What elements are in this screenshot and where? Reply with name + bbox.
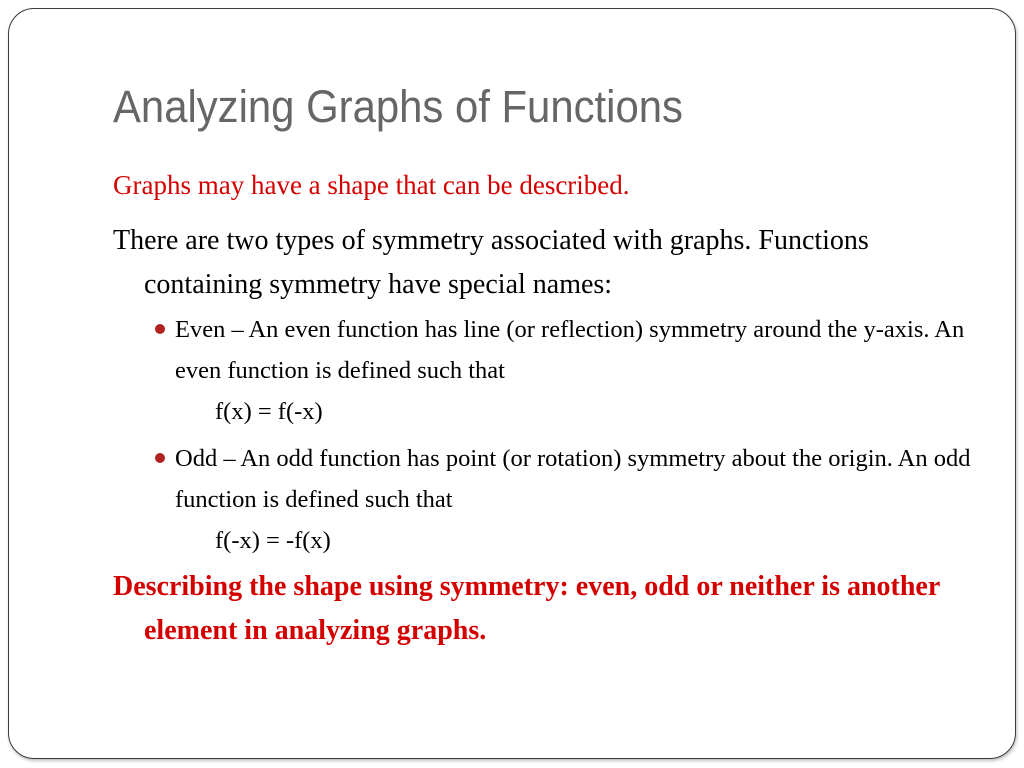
bullet-dot-icon	[155, 324, 165, 334]
lead-text: Graphs may have a shape that can be described.	[113, 170, 630, 200]
bullet-odd-text: Odd – An odd function has point (or rotation) symmetry about the origin. An odd function is defined such that	[175, 445, 971, 513]
bullet-odd	[113, 438, 973, 561]
bullet-even	[113, 309, 973, 432]
slide-title: Analyzing Graphs of Functions	[113, 81, 683, 132]
bullet-dot-icon	[155, 453, 165, 463]
closing-text: Describing the shape using symmetry: even, odd or neither is another element in analyzing graphs.	[113, 571, 940, 646]
symmetry-list	[113, 309, 973, 561]
odd-formula: f(-x) = -f(x)	[215, 527, 331, 554]
slide-body	[113, 165, 973, 653]
intro-text: There are two types of symmetry associated with graphs. Functions containing symmetry have special names:	[113, 225, 869, 300]
bullet-even-text: Even – An even function has line (or reflection) symmetry around the y-axis. An even function is defined such that	[175, 316, 965, 384]
even-formula: f(x) = f(-x)	[215, 398, 323, 425]
